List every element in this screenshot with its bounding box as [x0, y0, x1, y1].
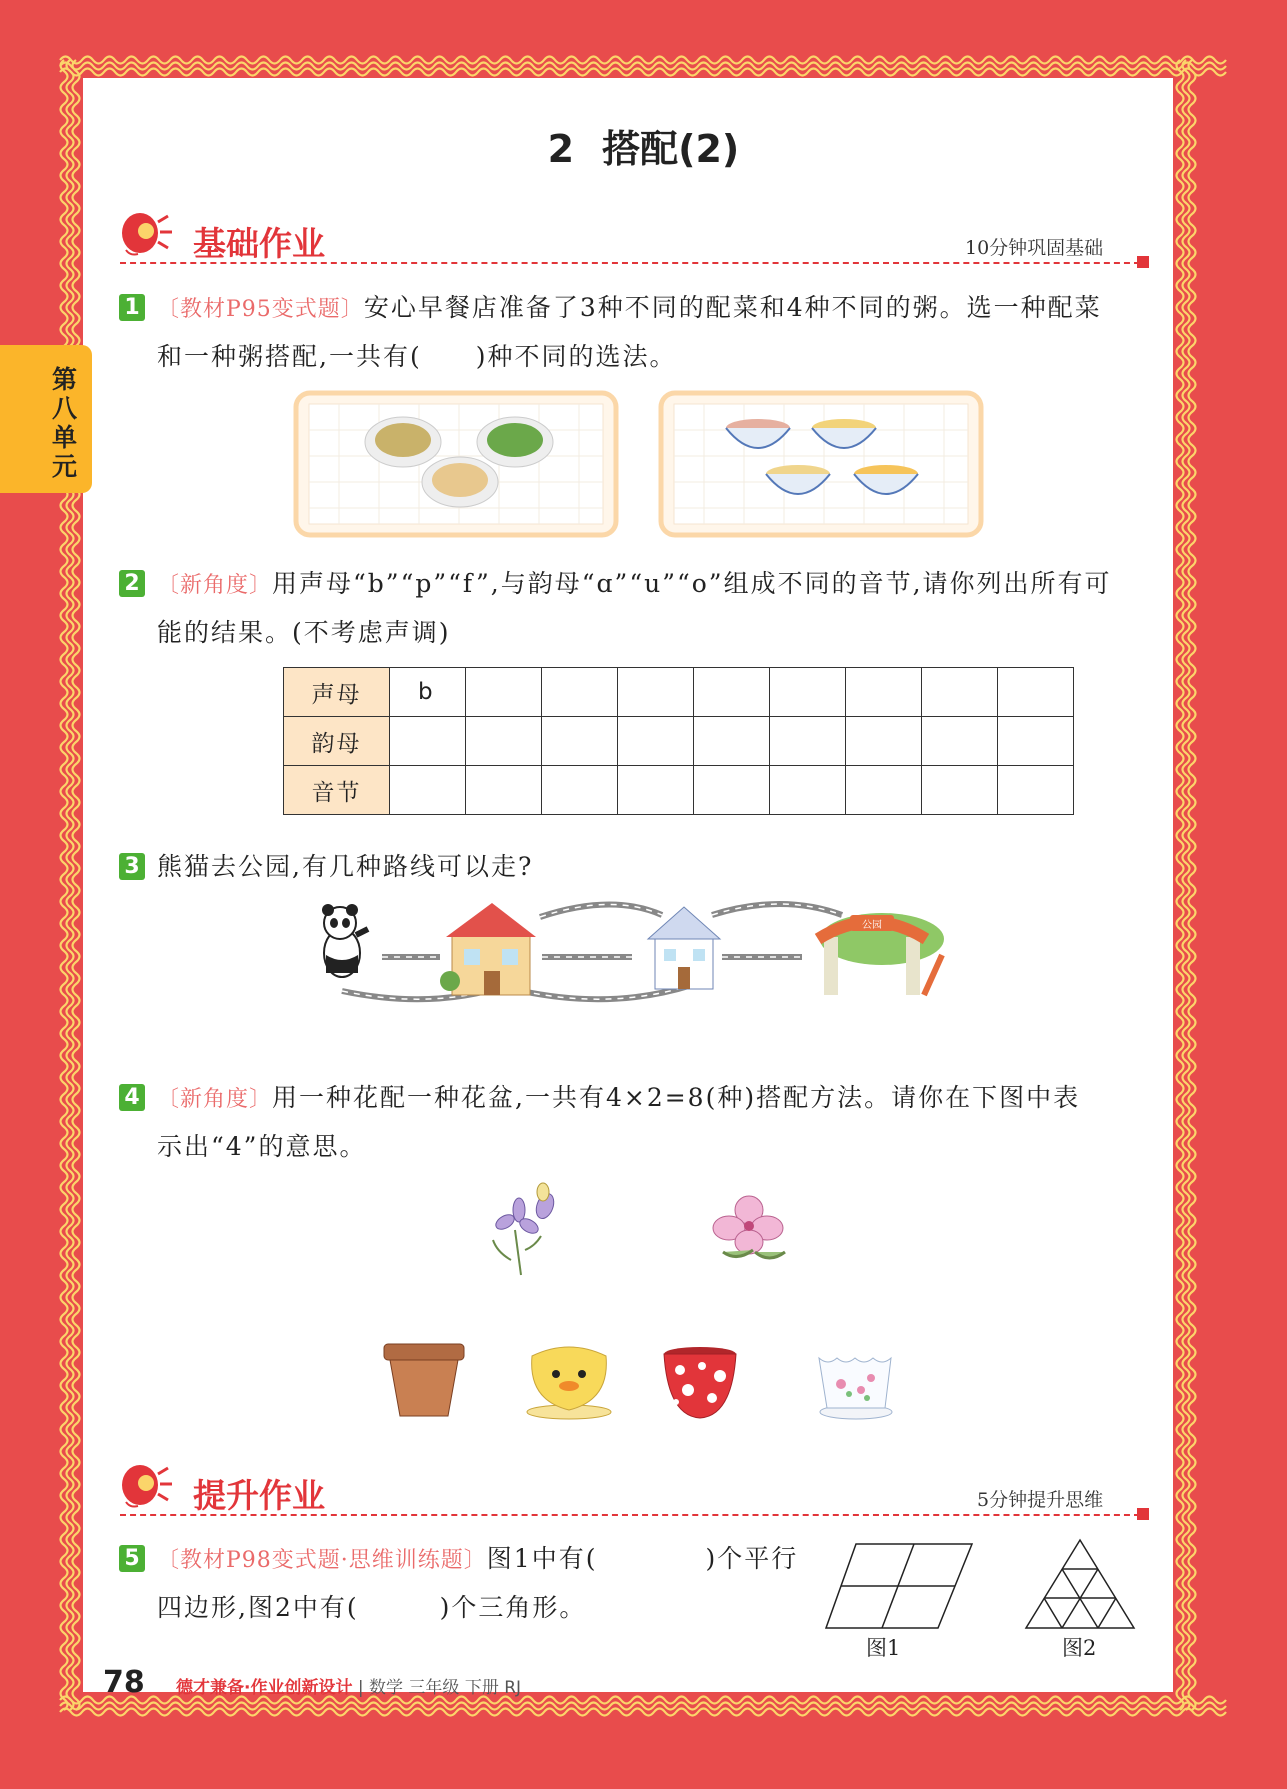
table-row [284, 766, 1074, 815]
polka-dot-pot-icon [660, 1346, 740, 1424]
route-map-picture [312, 895, 962, 1010]
duck-pot-icon [522, 1340, 617, 1422]
balloon-icon [118, 208, 184, 258]
table-cell[interactable] [922, 766, 998, 815]
q2-tag: 〔新角度〕 [157, 573, 273, 598]
table-cell[interactable] [922, 668, 998, 717]
syllable-table [283, 667, 1074, 815]
table-cell[interactable] [542, 717, 618, 766]
divider-end-mark [1137, 1508, 1149, 1520]
flower-1-icon [475, 1180, 575, 1280]
q1-tag: 〔教材P95变式题〕 [157, 297, 364, 322]
table-cell[interactable] [998, 766, 1074, 815]
table-cell[interactable] [922, 717, 998, 766]
figure-1-label: 图1 [866, 1636, 901, 1660]
q5-number: 5 [119, 1545, 145, 1572]
q3-number: 3 [119, 853, 145, 880]
table-cell[interactable] [770, 717, 846, 766]
title-number: 2 [547, 127, 575, 171]
clay-pot-icon [380, 1340, 470, 1420]
q1-text: 安心早餐店准备了3种不同的配菜和4种不同的粥。选一种配菜 [363, 293, 1102, 322]
q1-line2: 和一种粥搭配,一共有( )种不同的选法。 [157, 342, 677, 371]
table-cell[interactable] [770, 668, 846, 717]
q2-line2: 能的结果。(不考虑声调) [157, 618, 451, 647]
table-cell[interactable]: b [390, 668, 466, 717]
q4-line2: 示出“4”的意思。 [157, 1132, 367, 1161]
table-cell[interactable] [542, 766, 618, 815]
table-row [284, 668, 1074, 717]
table-cell[interactable] [770, 766, 846, 815]
row-header-initial: 声母 [284, 668, 390, 717]
footer-info: 德才兼备·作业创新设计 | 数学 三年级 下册 RJ [176, 1678, 522, 1698]
table-cell[interactable] [694, 668, 770, 717]
flower-2-icon [705, 1190, 795, 1280]
table-cell[interactable] [998, 668, 1074, 717]
table-row [284, 717, 1074, 766]
page-title [0, 118, 1287, 173]
q5-line1 [157, 1534, 798, 1585]
q5-text: 图1中有( )个平行 [486, 1544, 799, 1573]
table-cell[interactable] [846, 668, 922, 717]
table-cell[interactable] [846, 766, 922, 815]
q4-line1 [157, 1073, 1080, 1124]
figure-2-label: 图2 [1062, 1636, 1097, 1660]
table-cell[interactable] [542, 668, 618, 717]
table-cell[interactable] [466, 717, 542, 766]
table-cell[interactable] [390, 766, 466, 815]
table-cell[interactable] [618, 766, 694, 815]
divider-end-mark [1137, 256, 1149, 268]
page-number: 78 [103, 1665, 145, 1700]
table-cell[interactable] [998, 717, 1074, 766]
triangle-figure [1022, 1536, 1138, 1632]
footer-book-info: 数学 三年级 下册 RJ [369, 1678, 522, 1698]
table-cell[interactable] [466, 766, 542, 815]
floral-pot-icon [815, 1350, 897, 1422]
panda-icon [322, 904, 368, 977]
table-cell[interactable] [694, 717, 770, 766]
unit-tab [0, 345, 92, 493]
q4-text: 用一种花配一种花盆,一共有4×2=8(种)搭配方法。请你在下图中表 [272, 1083, 1081, 1112]
row-header-syllable: 音节 [284, 766, 390, 815]
table-cell[interactable] [618, 717, 694, 766]
q2-text: 用声母“b”“p”“f”,与韵母“ɑ”“u”“o”组成不同的音节,请你列出所有可 [272, 569, 1112, 598]
table-cell[interactable] [618, 668, 694, 717]
q4-number: 4 [119, 1084, 145, 1111]
table-cell[interactable] [466, 668, 542, 717]
side-dishes-picture [293, 390, 619, 538]
q4-tag: 〔新角度〕 [157, 1087, 273, 1112]
q1-line1 [157, 283, 1102, 334]
house-2-icon [648, 907, 720, 989]
q2-number: 2 [119, 570, 145, 597]
balloon-icon [118, 1460, 184, 1510]
parallelogram-figure [822, 1540, 982, 1634]
row-header-final: 韵母 [284, 717, 390, 766]
footer-brand: 德才兼备·作业创新设计 [176, 1678, 353, 1698]
section-advanced-divider [120, 1514, 1140, 1516]
section-advanced-title: 提升作业 [193, 1476, 325, 1515]
section-advanced-note: 5分钟提升思维 [977, 1489, 1104, 1511]
section-basic-title: 基础作业 [193, 224, 325, 263]
q5-line2: 四边形,图2中有( )个三角形。 [157, 1593, 587, 1622]
q2-line1 [157, 559, 1112, 610]
q5-tag: 〔教材P98变式题·思维训练题〕 [157, 1548, 487, 1573]
title-text: 搭配(2) [602, 127, 740, 171]
porridge-picture [658, 390, 984, 538]
section-basic-note: 10分钟巩固基础 [965, 237, 1104, 259]
table-cell[interactable] [846, 717, 922, 766]
section-basic-divider [120, 262, 1140, 264]
house-1-icon [440, 903, 536, 995]
unit-tab-label: 第八单元 [52, 365, 78, 481]
q1-number: 1 [119, 294, 145, 321]
park-sign: 公园 [862, 920, 882, 931]
q3-text: 熊猫去公园,有几种路线可以走? [157, 852, 534, 881]
table-cell[interactable] [694, 766, 770, 815]
table-cell[interactable] [390, 717, 466, 766]
park-gate-icon [818, 913, 944, 995]
